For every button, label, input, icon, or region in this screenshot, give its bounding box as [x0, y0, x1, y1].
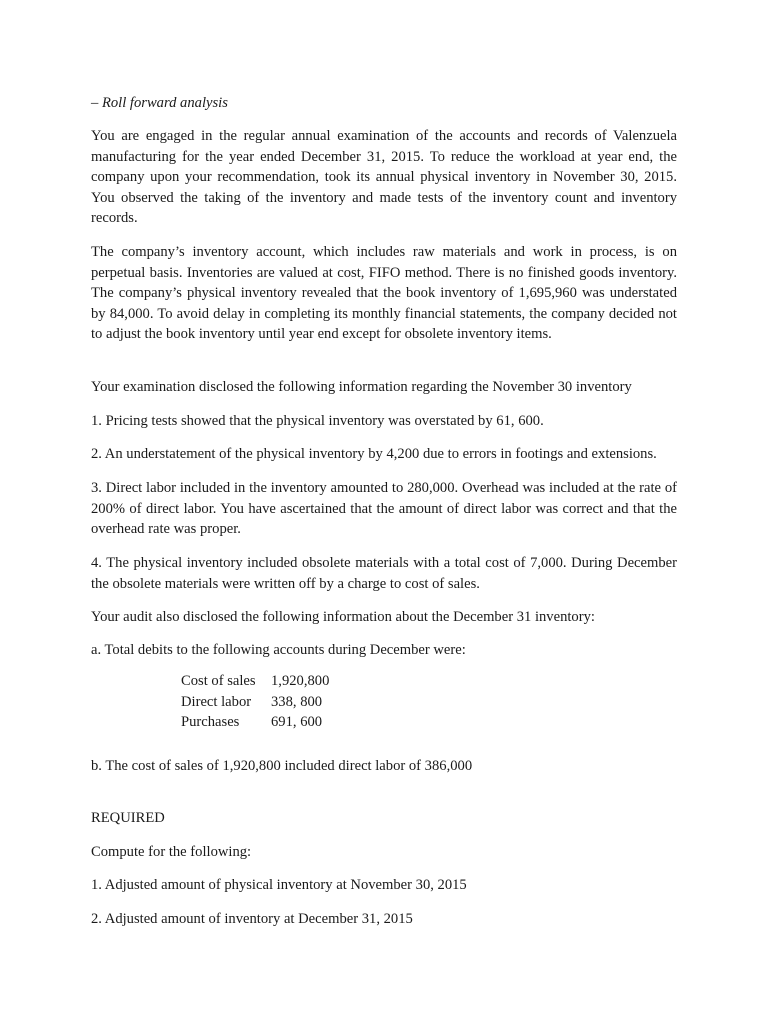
november-item-1: 1. Pricing tests showed that the physical inventory was overstated by 61, 600. — [91, 413, 544, 429]
november-item-2: 2. An understatement of the physical inventory by 4,200 due to errors in footings and extensions. — [91, 446, 657, 462]
debit-amount: 691, 600 — [271, 714, 323, 731]
debit-amount: 338, 800 — [271, 693, 323, 710]
compute-intro: Compute for the following: — [91, 844, 252, 860]
december-intro: Your audit also disclosed the following information about the December 31 inventory: — [91, 609, 595, 625]
requirement-2: 2. Adjusted amount of inventory at December 31, 2015 — [91, 911, 413, 927]
inventory-paragraph: The company’s inventory account, which includes raw materials and work in process, is on perpetual basis. Inventories are valued at cost, FIFO method. There is no finished goods inventory. The company’s physical inventory revealed that the book inventory of 1,695,960 was understated by 84,000. To avoid delay in completing its monthly financial statements, the company decided not to adjust the book inventory until year end except for obsolete inventory items. — [91, 244, 677, 342]
november-item-4: 4. The physical inventory included obsolete materials with a total cost of 7,000. During December the obsolete materials were written off by a charge to cost of sales. — [91, 555, 677, 592]
section-heading: – Roll forward analysis — [91, 95, 228, 111]
table-row — [181, 692, 329, 713]
requirement-1: 1. Adjusted amount of physical inventory at November 30, 2015 — [91, 877, 467, 893]
required-label: REQUIRED — [91, 810, 165, 826]
november-item-3: 3. Direct labor included in the inventory amounted to 280,000. Overhead was included at the rate of 200% of direct labor. You have ascertained that the amount of direct labor was correct and that the overhead rate was proper. — [91, 480, 677, 537]
debit-account: Cost of sales — [181, 673, 256, 689]
debit-account: Direct labor — [181, 693, 252, 710]
debit-account: Purchases — [181, 714, 240, 731]
debit-amount: 1,920,800 — [271, 673, 330, 689]
table-row — [181, 712, 329, 733]
december-debits-table — [181, 671, 329, 733]
november-intro: Your examination disclosed the following information regarding the November 30 inventory — [91, 379, 632, 395]
table-row — [181, 671, 329, 692]
intro-paragraph: You are engaged in the regular annual examination of the accounts and records of Valenzuela manufacturing for the year ended December 31, 2015. To reduce the workload at year end, the company upon your recommendation, took its annual physical inventory in November 30, 2015. You observed the taking of the inventory and made tests of the inventory count and inventory records. — [91, 128, 677, 226]
december-b-item: b. The cost of sales of 1,920,800 included direct labor of 386,000 — [91, 758, 473, 774]
december-a-intro: a. Total debits to the following accounts during December were: — [91, 642, 466, 658]
